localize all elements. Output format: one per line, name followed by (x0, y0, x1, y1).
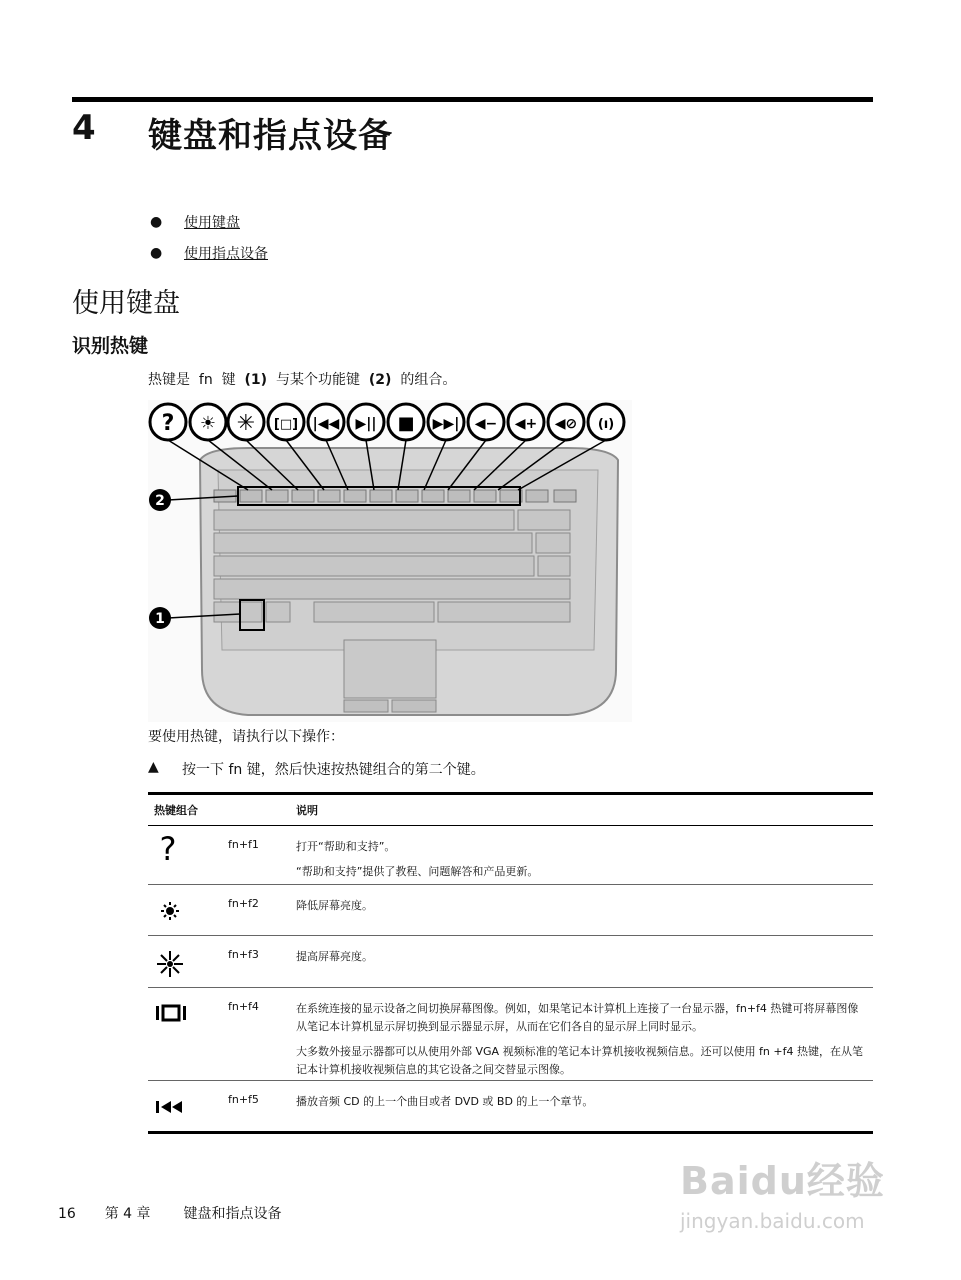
instruction-text: 要使用热键，请执行以下操作： (148, 729, 344, 745)
table-row (148, 1081, 873, 1134)
key-combo: fn+f1 (228, 838, 259, 851)
page-footer (58, 1203, 281, 1223)
description: 在系统连接的显示设备之间切换屏幕图像。例如，如果笔记本计算机上连接了一台显示器，fn+f4 热键可将屏幕图像从笔记本计算机显示屏切换到显示器显示屏，从而在它们各自的显示屏上同时显示。 大多数外接显示器都可以从使用外部 VGA 视频标准的笔记本计算机接收视频信息。还可以使用 fn +f4 热键，在从笔记本计算机接收视频信息的其它设备之间交替显示图像。 (296, 1002, 863, 1076)
toc-link-pointing[interactable]: 使用指点设备 (184, 245, 268, 262)
svg-text:◀−: ◀− (474, 416, 498, 432)
callout-2: 2 (155, 493, 165, 509)
table-header (148, 795, 873, 826)
key-combo: fn+f3 (228, 948, 259, 961)
help-icon (148, 826, 228, 884)
chapter-rule (72, 97, 873, 102)
table-row (148, 936, 873, 988)
svg-text:|◀◀: |◀◀ (312, 416, 340, 432)
watermark-url: jingyan.baidu.com (680, 1209, 865, 1233)
subsection-title: 识别热键 (72, 335, 149, 357)
svg-text:▶||: ▶|| (355, 416, 377, 432)
keyboard-figure (148, 400, 632, 722)
toc-item (150, 237, 268, 268)
brightness-down-icon (148, 885, 228, 935)
svg-text:◀⊘: ◀⊘ (554, 416, 578, 432)
footer-chapter-label: 第 4 章 (104, 1206, 151, 1222)
description: 播放音频 CD 的上一个曲目或者 DVD 或 BD 的上一个章节。 (296, 1095, 594, 1108)
description: 提高屏幕亮度。 (296, 950, 373, 963)
watermark-brand: Baidu经验 (680, 1159, 885, 1203)
switch-display-icon (148, 988, 228, 1080)
callout-1: 1 (155, 611, 165, 627)
svg-text:?: ? (159, 830, 177, 866)
svg-text:(ı): (ı) (597, 417, 615, 432)
page-number: 16 (58, 1206, 76, 1222)
keyboard-illustration (148, 400, 632, 722)
key-combo: fn+f2 (228, 897, 259, 910)
brightness-up-icon (148, 936, 228, 987)
key-combo: fn+f4 (228, 1000, 259, 1013)
svg-text:?: ? (161, 411, 175, 436)
toc-item (150, 206, 268, 237)
section-title: 使用键盘 (72, 288, 180, 319)
svg-text:◀+: ◀+ (514, 416, 538, 432)
step-marker-icon: ▲ (148, 759, 159, 775)
description: 打开“帮助和支持”。 “帮助和支持”提供了教程、问题解答和产品更新。 (296, 840, 539, 878)
step-text: 按一下 fn 键，然后快速按热键组合的第二个键。 (182, 762, 485, 778)
svg-text:✳: ✳ (236, 411, 256, 436)
intro-paragraph: 热键是 fn 键 (1) 与某个功能键 (2) 的组合。 (148, 372, 457, 388)
bullet-icon: ● (150, 213, 163, 230)
hotkey-table (148, 792, 873, 1134)
chapter-number: 4 (72, 108, 96, 148)
svg-text:■: ■ (397, 413, 415, 434)
svg-text:▶▶|: ▶▶| (432, 416, 460, 432)
svg-text:☀: ☀ (199, 413, 217, 434)
previous-track-icon (148, 1081, 228, 1131)
procedure-step (148, 759, 485, 779)
chapter-toc (150, 206, 268, 268)
key-combo: fn+f5 (228, 1093, 259, 1106)
table-row (148, 988, 873, 1081)
svg-text:[□]: [□] (273, 417, 299, 432)
toc-link-keyboard[interactable]: 使用键盘 (184, 214, 240, 231)
baidu-watermark (680, 1150, 910, 1245)
chapter-title: 键盘和指点设备 (148, 116, 393, 156)
bullet-icon: ● (150, 244, 163, 261)
description: 降低屏幕亮度。 (296, 899, 373, 912)
table-row (148, 826, 873, 885)
table-row (148, 885, 873, 936)
header-desc: 说明 (296, 804, 318, 817)
header-combo: 热键组合 (154, 804, 198, 817)
footer-chapter-title: 键盘和指点设备 (183, 1206, 282, 1222)
